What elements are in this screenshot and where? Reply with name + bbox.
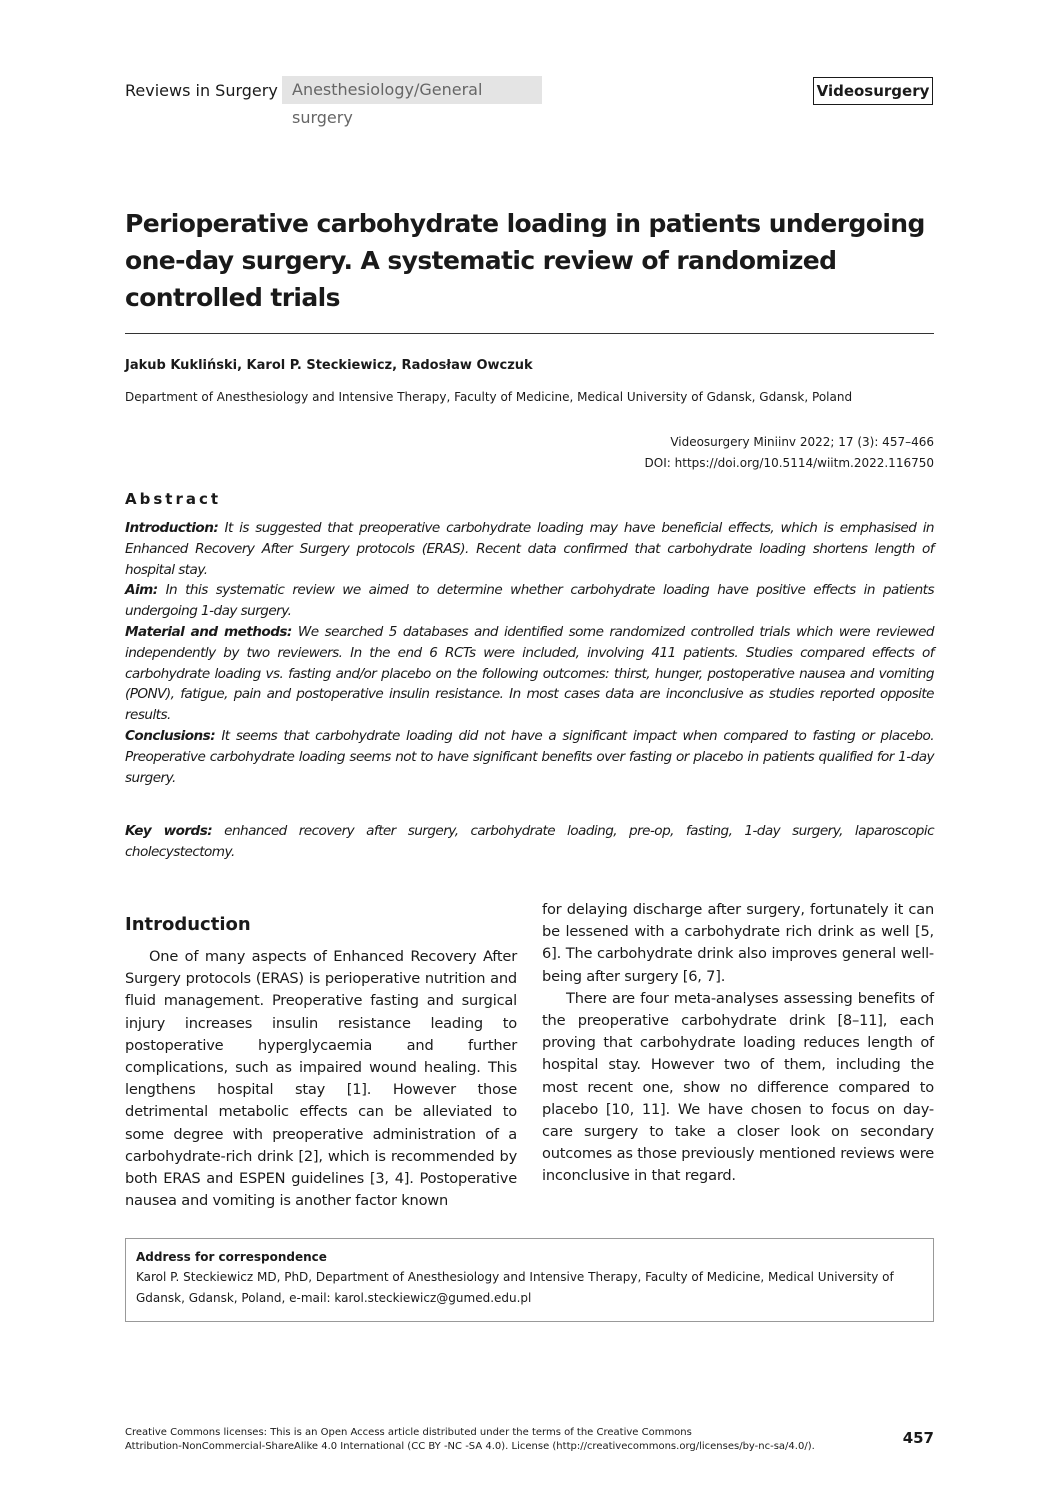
abstract-methods bbox=[125, 622, 934, 726]
doi-link[interactable]: DOI: https://doi.org/10.5114/wiitm.2022.116750 bbox=[644, 456, 934, 470]
abstract-conclusions-label: Conclusions: bbox=[125, 727, 216, 744]
keywords bbox=[125, 821, 934, 863]
abstract-aim bbox=[125, 580, 934, 622]
abstract-aim-label: Aim: bbox=[125, 582, 158, 599]
journal-name-box: Videosurgery bbox=[813, 77, 933, 105]
abstract-methods-text: We searched 5 databases and identified some randomized controlled trials which were reviewed independently by two reviewers. In the end 6 RCTs were included, involving 411 patients. Studies compared effects of carbohydrate loading vs. fasting and/or placebo on the following outcomes: thirst, hunger, postoperative nausea and vomiting (PONV), fatigue, pain and postoperative insulin resistance. In most cases data are inconclusive as studies reported opposite results. bbox=[125, 623, 934, 724]
body-paragraph: One of many aspects of Enhanced Recovery After Surgery protocols (ERAS) is perioperative nutrition and fluid management. Preoperative fasting and surgical injury increases insulin resistance leading to postoperative hyperglycaemia and further complications, such as impaired wound healing. This lengthens hospital stay [1]. However those detrimental metabolic effects can be alleviated to some degree with preoperative administration of a carbohydrate-rich drink [2], which is recommended by both ERAS and ESPEN guidelines [3, 4]. Postoperative nausea and vomiting is another factor known bbox=[125, 948, 517, 1210]
section-heading-introduction: Introduction bbox=[125, 914, 251, 935]
citation: Videosurgery Miniinv 2022; 17 (3): 457–466 bbox=[670, 435, 934, 449]
body-column-left bbox=[125, 910, 517, 1212]
license-notice bbox=[125, 1426, 825, 1454]
abstract-intro-label: Introduction: bbox=[125, 520, 219, 536]
authors: Jakub Kukliński, Karol P. Steckiewicz, Radosław Owczuk bbox=[125, 358, 533, 373]
license-line: Creative Commons licenses: This is an Open Access article distributed under the terms of the Creative Commons bbox=[125, 1427, 692, 1438]
title-divider bbox=[125, 333, 934, 334]
affiliation: Department of Anesthesiology and Intensive Therapy, Faculty of Medicine, Medical University of Gdansk, Gdansk, Poland bbox=[125, 390, 853, 404]
abstract-heading: Abstract bbox=[125, 490, 222, 508]
article-title: Perioperative carbohydrate loading in patients undergoing one-day surgery. A systematic review of randomized controlled trials bbox=[125, 209, 925, 312]
page-number: 457 bbox=[902, 1429, 934, 1447]
abstract-methods-label: Material and methods: bbox=[125, 623, 292, 640]
abstract-aim-text: In this systematic review we aimed to determine whether carbohydrate loading have positive effects in patients undergoing 1-day surgery. bbox=[125, 582, 934, 620]
correspondence-text: Karol P. Steckiewicz MD, PhD, Department of Anesthesiology and Intensive Therapy, Faculty of Medicine, Medical University of Gdansk, Gdansk, Poland, e-mail: karol.steckiewicz@gumed.edu.pl bbox=[136, 1270, 894, 1305]
journal-category: Reviews in Surgery bbox=[125, 81, 278, 100]
abstract-intro-text: It is suggested that preoperative carbohydrate loading may have beneficial effects, which is emphasised in Enhanced Recovery After Surgery protocols (ERAS). Recent data confirmed that carbohydrate loading shortens length of hospital stay. bbox=[125, 520, 934, 578]
keywords-text: enhanced recovery after surgery, carbohydrate loading, pre-op, fasting, 1-day surgery, laparoscopic cholecystectomy. bbox=[125, 823, 934, 860]
correspondence-box bbox=[125, 1238, 934, 1322]
abstract-conclusions bbox=[125, 726, 934, 788]
correspondence-title: Address for correspondence bbox=[136, 1250, 327, 1264]
citation-block bbox=[645, 432, 934, 474]
section-label: Anesthesiology/General surgery bbox=[282, 76, 542, 104]
body-paragraph: There are four meta-analyses assessing benefits of the preoperative carbohydrate drink [8–11], each proving that carbohydrate loading reduces length of hospital stay. However two of them, including the most recent one, show no difference compared to placebo [10, 11]. We have chosen to focus on day-care surgery to take a closer look on secondary outcomes as those previously mentioned reviews were inconclusive in that regard. bbox=[542, 989, 934, 1185]
body-column-right bbox=[542, 899, 934, 1188]
license-line: Attribution-NonCommercial-ShareAlike 4.0 International (CC BY -NC -SA 4.0). License (http://creativecommons.org/licenses/by-nc-sa/4.0/). bbox=[125, 1441, 815, 1452]
body-paragraph-continued: for delaying discharge after surgery, fortunately it can be lessened with a carbohydrate rich drink as well [5, 6]. The carbohydrate drink also improves general well-being after surgery [6, 7]. bbox=[542, 901, 934, 985]
abstract-conclusions-text: It seems that carbohydrate loading did not have a significant impact when compared to fasting or placebo. Preoperative carbohydrate loading seems not to have significant benefits over fasting or placebo in patients qualified for 1-day surgery. bbox=[125, 727, 934, 786]
abstract-body bbox=[125, 518, 934, 788]
abstract-introduction bbox=[125, 518, 934, 580]
keywords-label: Key words: bbox=[125, 823, 213, 839]
